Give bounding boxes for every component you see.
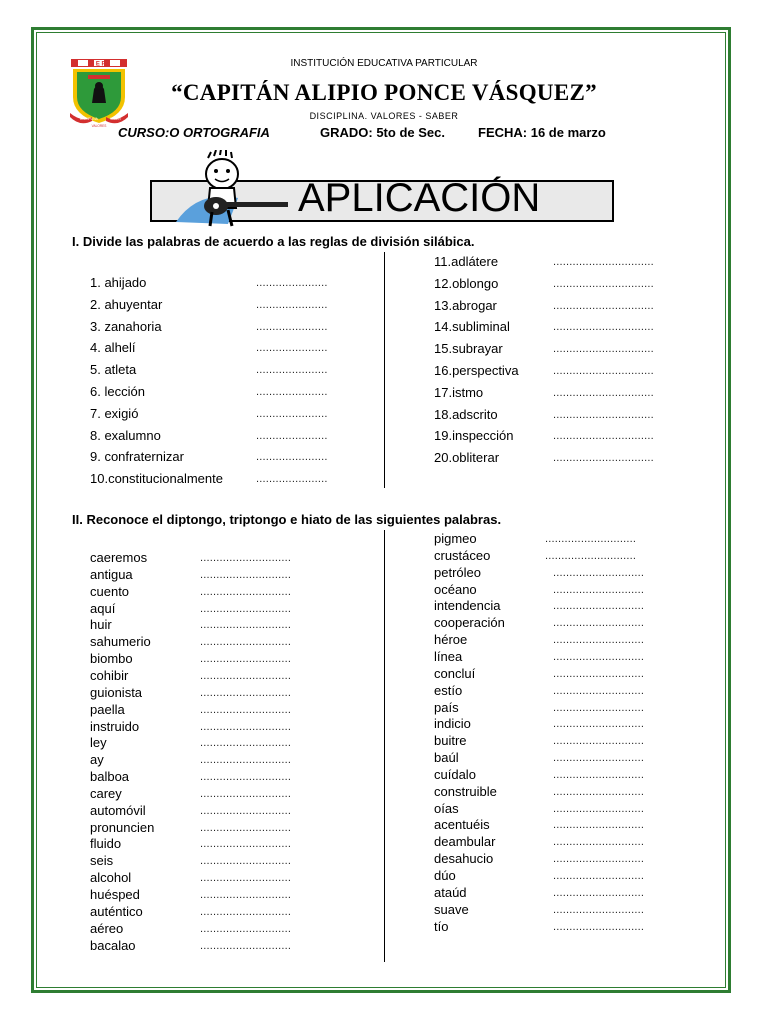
answer-blank: ............................... — [553, 365, 654, 377]
exercise-word: huésped — [90, 887, 140, 902]
answer-blank: ............................ — [553, 752, 645, 765]
exercise-word: 5. atleta — [90, 362, 137, 378]
exercise-word: auténtico — [90, 903, 143, 919]
answer-blank: ............................ — [553, 735, 645, 748]
answer-blank: ............................ — [200, 771, 292, 784]
answer-blank: ............................ — [200, 568, 292, 581]
discipline-label: DISCIPLINA. VALORES - SABER — [309, 111, 459, 121]
date-label: FECHA: 16 de marzo — [478, 125, 606, 140]
answer-blank: ............................ — [200, 922, 292, 935]
exercise-word: seis — [90, 853, 114, 869]
exercise-word: 3. zanahoria — [90, 318, 162, 334]
answer-blank: ............................... — [553, 299, 654, 312]
answer-blank: ...................... — [256, 407, 328, 420]
answer-blank: ............................... — [553, 256, 654, 268]
institution-label: INSTITUCIÓN EDUCATIVA PARTICULAR — [290, 58, 478, 69]
answer-blank: ............................... — [553, 321, 654, 334]
exercise-word: baúl — [434, 750, 459, 766]
answer-blank: ............................ — [200, 636, 292, 649]
exercise-word: 4. alhelí — [90, 340, 136, 356]
exercise-word: automóvil — [90, 802, 146, 818]
exercise-word: aquí — [90, 600, 116, 616]
exercise-word: concluí — [434, 665, 476, 681]
exercise-word: intendencia — [434, 598, 501, 614]
exercise-word: aéreo — [90, 920, 124, 936]
exercise-word: 18.adscrito — [434, 406, 498, 422]
exercise-word: construible — [434, 783, 497, 799]
logo-letters: I E P — [92, 61, 106, 68]
answer-blank: ............................ — [200, 838, 292, 851]
answer-blank: ............................ — [553, 684, 645, 697]
exercise-word: caeremos — [90, 550, 148, 565]
answer-blank: ............................ — [200, 686, 292, 699]
answer-blank: ............................ — [200, 889, 292, 901]
answer-blank: ............................... — [553, 386, 654, 399]
logo-ribbon-right: SABER — [110, 117, 121, 121]
answer-blank: ............................ — [545, 533, 637, 545]
grade-label: GRADO: 5to de Sec. — [320, 125, 445, 140]
guitar-player-mascot-icon — [168, 150, 298, 230]
exercise-word: paella — [90, 701, 125, 717]
exercise-word: buitre — [434, 733, 467, 749]
exercise-word: biombo — [90, 651, 133, 667]
exercise-word: desahucio — [434, 851, 494, 867]
exercise-word: 6. lección — [90, 384, 145, 399]
answer-blank: ............................ — [553, 853, 645, 866]
section1-divider — [384, 252, 385, 488]
exercise-word: 14.subliminal — [434, 319, 510, 335]
exercise-word: cooperación — [434, 615, 505, 631]
answer-blank: ............................ — [553, 836, 645, 849]
exercise-word: guionista — [90, 684, 143, 700]
exercise-word: línea — [434, 648, 463, 664]
exercise-word: indicio — [434, 716, 471, 732]
answer-blank: ............................ — [545, 549, 637, 562]
exercise-word: pronuncien — [90, 819, 155, 835]
answer-blank: ............................... — [553, 430, 654, 443]
exercise-word: cohibir — [90, 667, 129, 683]
exercise-word: 12.oblongo — [434, 275, 499, 291]
exercise-word: 20.obliterar — [434, 450, 500, 466]
section1-title: I. Divide las palabras de acuerdo a las reglas de división silábica. — [72, 234, 475, 249]
answer-blank: ............................ — [553, 819, 645, 832]
exercise-word: crustáceo — [434, 547, 491, 563]
exercise-word: 17.istmo — [434, 384, 484, 400]
answer-blank: ............................ — [553, 802, 645, 815]
answer-blank: ............................... — [553, 343, 654, 356]
answer-blank: ............................ — [553, 566, 645, 579]
exercise-word: 16.perspectiva — [434, 363, 519, 378]
answer-blank: ............................ — [200, 905, 292, 918]
answer-blank: ............................ — [553, 903, 645, 916]
answer-blank: ............................ — [200, 821, 292, 834]
exercise-word: tío — [434, 918, 449, 934]
answer-blank: ............................ — [200, 703, 292, 716]
answer-blank: ............................ — [200, 737, 292, 750]
exercise-word: cuento — [90, 583, 130, 599]
answer-blank: ............................ — [200, 872, 292, 885]
answer-blank: ............................ — [200, 754, 292, 767]
exercise-word: dúo — [434, 868, 456, 883]
section2-title: II. Reconoce el diptongo, triptongo e hiato de las siguientes palabras. — [72, 512, 502, 527]
exercise-word: pigmeo — [434, 531, 477, 546]
exercise-word: oías — [434, 800, 459, 816]
logo-ribbon-left: DISCIPLINA — [80, 117, 98, 121]
exercise-word: carey — [90, 785, 122, 801]
school-name: “CAPITÁN ALIPIO PONCE VÁSQUEZ” — [171, 80, 597, 105]
answer-blank: ............................ — [200, 804, 292, 817]
exercise-word: ay — [90, 752, 104, 768]
exercise-word: acentuéis — [434, 817, 490, 833]
answer-blank: ...................... — [256, 277, 328, 289]
exercise-word: cuídalo — [434, 766, 476, 782]
answer-blank: ............................... — [553, 277, 654, 290]
answer-blank: ...................... — [256, 342, 328, 355]
answer-blank: ............................ — [553, 600, 645, 613]
course-label: CURSO:O ORTOGRAFIA — [118, 125, 270, 140]
answer-blank: ............................ — [553, 920, 645, 933]
answer-blank: ............................ — [553, 886, 645, 899]
answer-blank: ............................ — [553, 650, 645, 663]
answer-blank: ............................ — [200, 585, 292, 598]
answer-blank: ............................ — [200, 602, 292, 615]
exercise-word: país — [434, 699, 459, 715]
answer-blank: ............................ — [553, 634, 645, 647]
answer-blank: ............................ — [200, 787, 292, 800]
exercise-word: 1. ahijado — [90, 275, 147, 290]
exercise-word: 9. confraternizar — [90, 449, 184, 465]
answer-blank: ............................ — [553, 768, 645, 781]
answer-blank: ...................... — [256, 429, 328, 442]
exercise-word: antigua — [90, 566, 133, 582]
answer-blank: ............................ — [553, 583, 645, 596]
exercise-word: 2. ahuyentar — [90, 296, 163, 312]
answer-blank: ...................... — [256, 320, 328, 333]
answer-blank: ...................... — [256, 298, 328, 311]
answer-blank: ............................ — [200, 619, 292, 632]
exercise-word: 10.constitucionalmente — [90, 471, 223, 487]
logo-ribbon-bottom: VALORES — [91, 124, 107, 128]
answer-blank: ...................... — [256, 364, 328, 377]
exercise-word: héroe — [434, 632, 468, 648]
exercise-word: 8. exalumno — [90, 427, 161, 443]
exercise-word: deambular — [434, 834, 496, 850]
exercise-word: 19.inspección — [434, 428, 514, 444]
exercise-word: estío — [434, 682, 463, 698]
exercise-word: instruido — [90, 718, 140, 734]
answer-blank: ............................ — [200, 653, 292, 666]
answer-blank: ............................ — [553, 718, 645, 731]
exercise-word: suave — [434, 901, 469, 917]
exercise-word: huir — [90, 617, 112, 633]
answer-blank: ...................... — [256, 473, 328, 486]
answer-blank: ............................ — [553, 785, 645, 798]
answer-blank: ............................ — [553, 701, 645, 714]
exercise-word: fluido — [90, 836, 122, 852]
exercise-word: ley — [90, 735, 107, 751]
exercise-word: alcohol — [90, 870, 132, 886]
exercise-word: 13.abrogar — [434, 297, 497, 313]
answer-blank: ...................... — [256, 386, 328, 398]
exercise-word: 7. exigió — [90, 405, 139, 421]
answer-blank: ............................ — [200, 669, 292, 682]
exercise-word: ataúd — [434, 884, 467, 900]
answer-blank: ............................ — [553, 617, 645, 630]
exercise-word: petróleo — [434, 564, 481, 580]
answer-blank: ............................ — [200, 552, 292, 564]
answer-blank: ............................ — [553, 870, 645, 882]
answer-blank: ............................ — [200, 939, 292, 952]
answer-blank: ............................... — [553, 408, 654, 421]
exercise-word: sahumerio — [90, 634, 151, 650]
answer-blank: ...................... — [256, 451, 328, 464]
answer-blank: ............................ — [200, 855, 292, 868]
exercise-word: 15.subrayar — [434, 341, 503, 357]
section2-divider — [384, 530, 385, 962]
answer-blank: ............................... — [553, 452, 654, 465]
banner-title: APLICACIÓN — [298, 176, 541, 220]
answer-blank: ............................ — [553, 667, 645, 680]
exercise-word: océano — [434, 581, 477, 597]
exercise-word: 11.adlátere — [434, 254, 499, 269]
exercise-word: balboa — [90, 769, 130, 785]
answer-blank: ............................ — [200, 720, 292, 733]
exercise-word: bacalao — [90, 937, 136, 953]
